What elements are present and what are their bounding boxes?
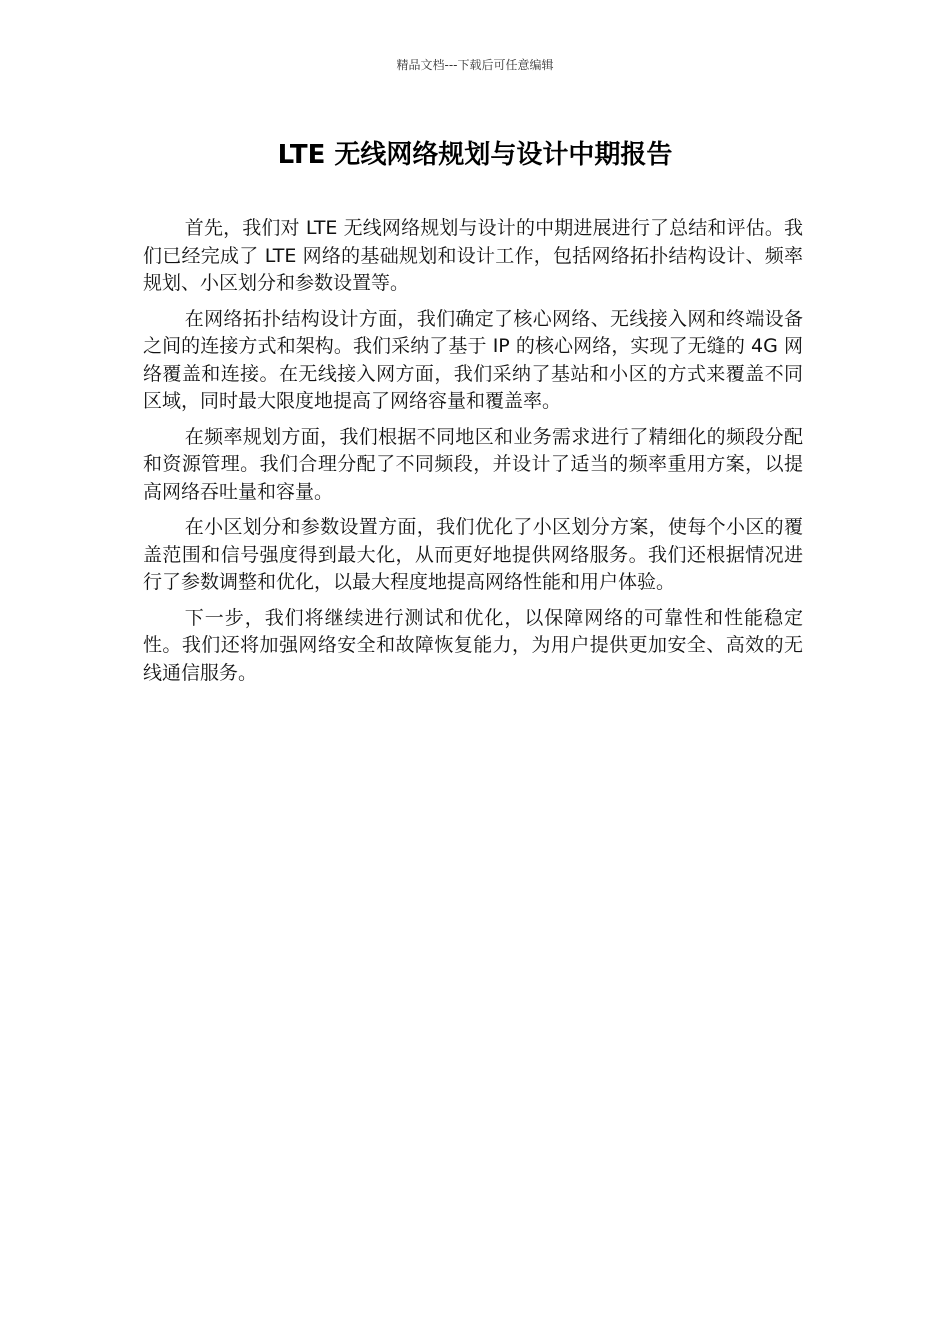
paragraph-cell-planning: 在小区划分和参数设置方面，我们优化了小区划分方案，使每个小区的覆盖范围和信号强度得到最大化，从而更好地提供网络服务。我们还根据情况进行了参数调整和优化，以最大程度地提高网络性能和用户体验。 <box>143 516 803 593</box>
paragraph-next-steps: 下一步，我们将继续进行测试和优化，以保障网络的可靠性和性能稳定性。我们还将加强网络安全和故障恢复能力，为用户提供更加安全、高效的无线通信服务。 <box>143 606 803 684</box>
paragraph-summary: 首先，我们对 LTE 无线网络规划与设计的中期进展进行了总结和评估。我们已经完成了 LTE 网络的基础规划和设计工作，包括网络拓扑结构设计、频率规划、小区划分和参数设置等。 <box>143 217 803 294</box>
paragraph-frequency: 在频率规划方面，我们根据不同地区和业务需求进行了精细化的频段分配和资源管理。我们合理分配了不同频段，并设计了适当的频率重用方案，以提高网络吞吐量和容量。 <box>143 425 803 503</box>
document-body <box>143 215 803 695</box>
paragraph-topology: 在网络拓扑结构设计方面，我们确定了核心网络、无线接入网和终端设备之间的连接方式和架构。我们采纳了基于 IP 的核心网络，实现了无缝的 4G 网络覆盖和连接。在无线接入网方面，我们采纳了基站和小区的方式来覆盖不同区域，同时最大限度地提高了网络容量和覆盖率。 <box>143 307 803 412</box>
page-header: 精品文档---下载后可任意编辑 <box>396 58 554 72</box>
document-title: LTE 无线网络规划与设计中期报告 <box>277 140 673 170</box>
